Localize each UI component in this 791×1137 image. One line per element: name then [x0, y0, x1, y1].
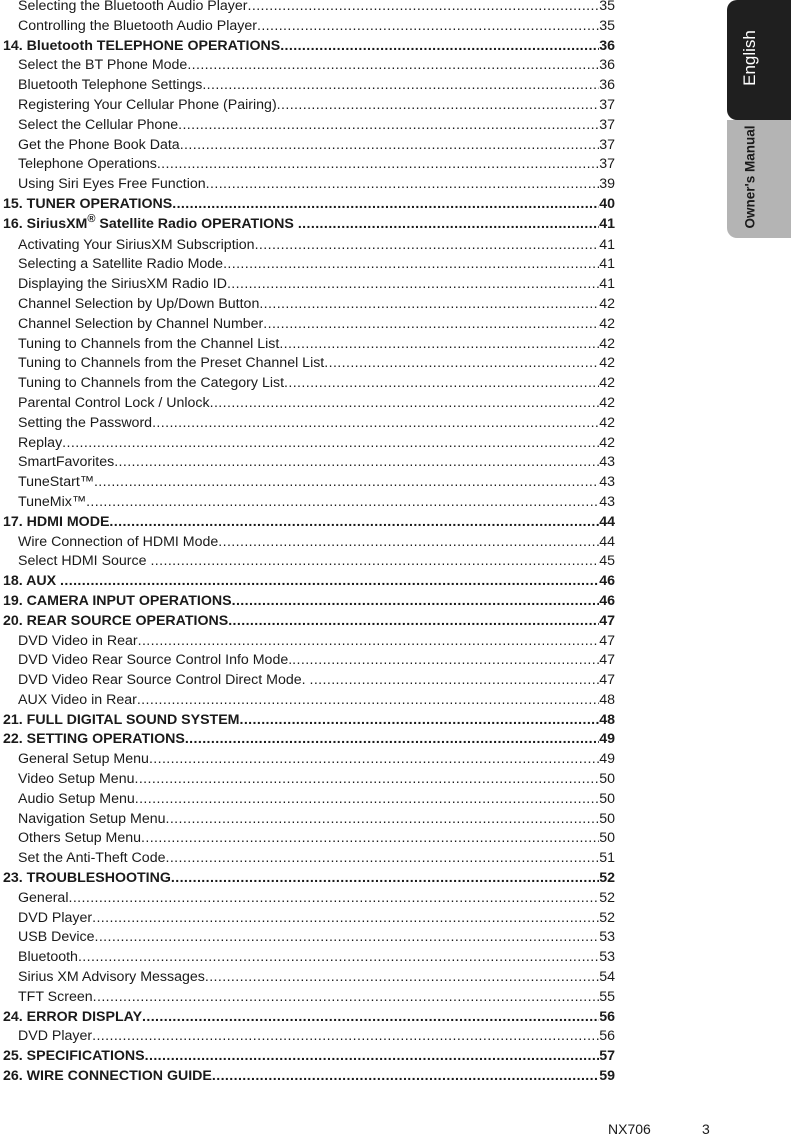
toc-entry-title: Activating Your SiriusXM Subscription [18, 236, 255, 253]
toc-page-number: 52 [599, 909, 615, 926]
dot-leader [62, 434, 599, 454]
toc-entry-title: DVD Video Rear Source Control Info Mode. [18, 652, 293, 669]
toc-entry-title: Sirius XM Advisory Messages [18, 969, 205, 986]
dot-leader [218, 533, 599, 553]
dot-leader [259, 295, 599, 315]
dot-leader [138, 632, 600, 652]
toc-entry-title: Wire Connection of HDMI Mode [18, 533, 219, 550]
toc-page-number: 39 [599, 176, 615, 193]
toc-entry[interactable] [3, 493, 615, 513]
toc-entry[interactable] [3, 968, 615, 988]
toc-section[interactable] [3, 195, 615, 215]
toc-entry-title: DVD Video in Rear [18, 632, 138, 649]
dot-leader [280, 37, 599, 57]
toc-entry-title: 18. AUX [3, 573, 61, 590]
registered-mark: ® [87, 212, 96, 225]
toc-section[interactable] [3, 592, 615, 612]
toc-page-number: 52 [599, 889, 615, 906]
dot-leader [137, 691, 599, 711]
dot-leader [257, 17, 599, 37]
toc-page-number: 43 [599, 474, 615, 491]
dot-leader [152, 414, 599, 434]
toc-entry-title: Tuning to Channels from the Preset Channel List [18, 355, 325, 372]
toc-entry-title: 25. SPECIFICATIONS [3, 1048, 145, 1065]
dot-leader [178, 116, 599, 136]
toc-section[interactable] [3, 1067, 615, 1087]
toc-entry[interactable] [3, 374, 615, 394]
toc-entry-title: Bluetooth [18, 949, 78, 966]
toc-entry-title: Using Siri Eyes Free Function [18, 176, 206, 193]
dot-leader [248, 0, 600, 17]
dot-leader [145, 1047, 600, 1067]
toc-page-number: 48 [599, 711, 615, 728]
toc-entry-title: Channel Selection by Channel Number [18, 315, 264, 332]
toc-page-number: 42 [599, 414, 615, 431]
toc-page-number: 50 [599, 830, 615, 847]
toc-page-number: 37 [599, 136, 615, 153]
toc-section[interactable] [3, 572, 615, 592]
toc-page-number: 36 [599, 77, 615, 94]
toc-page-number: 49 [599, 751, 615, 768]
toc-page-number: 53 [599, 949, 615, 966]
toc-entry-title: General Setup Menu [18, 751, 149, 768]
toc-page-number: 37 [599, 116, 615, 133]
toc-entry[interactable] [3, 96, 615, 116]
toc-entry[interactable] [3, 0, 615, 17]
dot-leader [172, 195, 599, 215]
side-tabs [727, 0, 791, 238]
toc-page-number: 42 [599, 375, 615, 392]
dot-leader [232, 592, 600, 612]
toc-entry-title: Selecting the Bluetooth Audio Player [18, 0, 248, 14]
dot-leader [212, 1067, 599, 1087]
toc-page-number: 49 [599, 731, 615, 748]
toc-page-number: 41 [599, 276, 615, 293]
dot-leader [134, 770, 599, 790]
toc-page-number: 43 [599, 454, 615, 471]
manual-tab-label: Owner's Manual [742, 125, 758, 229]
toc-page-number: 36 [599, 37, 615, 54]
dot-leader [171, 869, 599, 889]
toc-entry-title: 19. CAMERA INPUT OPERATIONS [3, 592, 232, 609]
toc-entry[interactable] [3, 136, 615, 156]
toc-entry[interactable] [3, 453, 615, 473]
toc-entry-title: Video Setup Menu [18, 771, 135, 788]
table-of-contents [3, 0, 615, 1087]
dot-leader [92, 909, 599, 929]
toc-page-number: 45 [599, 553, 615, 570]
dot-leader [68, 889, 599, 909]
toc-entry[interactable] [3, 691, 615, 711]
toc-entry-title: 14. Bluetooth TELEPHONE OPERATIONS [3, 37, 281, 54]
footer-model: NX706 [608, 1121, 651, 1137]
toc-page-number: 42 [599, 295, 615, 312]
toc-entry[interactable] [3, 434, 615, 454]
toc-page-number: 55 [599, 988, 615, 1005]
toc-section[interactable] [3, 37, 615, 57]
toc-entry-title: Set the Anti-Theft Code [18, 850, 166, 867]
toc-page-number: 46 [599, 573, 615, 590]
dot-leader [109, 513, 599, 533]
toc-entry-title: TuneStart™ [18, 474, 94, 491]
toc-entry[interactable] [3, 56, 615, 76]
toc-entry-title: Select the Cellular Phone [18, 116, 179, 133]
toc-entry-title: 17. HDMI MODE [3, 513, 110, 530]
toc-entry-title: Channel Selection by Up/Down Button [18, 295, 260, 312]
toc-entry-title: 26. WIRE CONNECTION GUIDE [3, 1068, 212, 1085]
toc-section[interactable] [3, 612, 615, 632]
dot-leader [94, 928, 599, 948]
dot-leader [166, 810, 600, 830]
dot-leader [78, 948, 599, 968]
toc-entry-title: 22. SETTING OPERATIONS [3, 731, 185, 748]
toc-entry[interactable] [3, 750, 615, 770]
dot-leader [324, 354, 599, 374]
toc-page-number: 41 [599, 256, 615, 273]
toc-entry-title: Audio Setup Menu [18, 790, 135, 807]
toc-page-number: 37 [599, 96, 615, 113]
toc-page-number: 42 [599, 355, 615, 372]
dot-leader [292, 651, 599, 671]
dot-leader [180, 136, 600, 156]
toc-entry[interactable] [3, 414, 615, 434]
language-tab[interactable] [727, 0, 791, 120]
toc-page-number: 42 [599, 315, 615, 332]
toc-entry[interactable] [3, 552, 615, 572]
toc-entry[interactable] [3, 116, 615, 136]
toc-page-number: 56 [599, 1008, 615, 1025]
dot-leader [142, 1008, 599, 1028]
dot-leader [157, 155, 599, 175]
toc-entry-title: Telephone Operations [18, 156, 157, 173]
toc-page-number: 35 [599, 0, 615, 14]
toc-entry-title: Setting the Password [18, 414, 153, 431]
toc-entry[interactable] [3, 889, 615, 909]
dot-leader [279, 335, 599, 355]
toc-page-number: 41 [599, 236, 615, 253]
toc-section[interactable] [3, 513, 615, 533]
toc-page-number: 50 [599, 771, 615, 788]
toc-page-number: 51 [599, 850, 615, 867]
dot-leader [277, 96, 600, 116]
dot-leader [60, 572, 599, 592]
toc-entry-title: Displaying the SiriusXM Radio ID [18, 276, 227, 293]
toc-entry[interactable] [3, 394, 615, 414]
toc-entry[interactable] [3, 671, 615, 691]
toc-entry[interactable] [3, 275, 615, 295]
toc-page-number: 47 [599, 652, 615, 669]
dot-leader [298, 215, 599, 235]
toc-page-number: 52 [599, 870, 615, 887]
toc-section[interactable] [3, 869, 615, 889]
toc-page-number: 40 [599, 195, 615, 212]
toc-entry[interactable] [3, 335, 615, 355]
footer-page-number: 3 [702, 1121, 710, 1137]
toc-entry-title: Tuning to Channels from the Category List [18, 375, 285, 392]
toc-title-part: Satellite Radio OPERATIONS [95, 215, 298, 232]
toc-section[interactable] [3, 1008, 615, 1028]
dot-leader [206, 175, 600, 195]
toc-entry[interactable] [3, 928, 615, 948]
toc-entry-title: 21. FULL DIGITAL SOUND SYSTEM [3, 711, 240, 728]
toc-entry[interactable] [3, 295, 615, 315]
toc-entry-title: 15. TUNER OPERATIONS [3, 195, 173, 212]
toc-entry-title: TuneMix™ [18, 493, 87, 510]
toc-section[interactable] [3, 730, 615, 750]
toc-page-number: 59 [599, 1068, 615, 1085]
toc-page-number: 46 [599, 592, 615, 609]
toc-entry[interactable] [3, 909, 615, 929]
toc-entry[interactable] [3, 175, 615, 195]
dot-leader [255, 236, 600, 256]
toc-entry-title: Tuning to Channels from the Channel List [18, 335, 280, 352]
toc-entry[interactable] [3, 473, 615, 493]
toc-entry-title: Parental Control Lock / Unlock [18, 394, 210, 411]
toc-page-number: 47 [599, 612, 615, 629]
dot-leader [223, 255, 599, 275]
toc-entry-title: DVD Video Rear Source Control Direct Mode. [18, 672, 310, 689]
toc-page-number: 36 [599, 57, 615, 74]
dot-leader [202, 76, 599, 96]
toc-entry[interactable] [3, 315, 615, 335]
toc-entry-title: Selecting a Satellite Radio Mode [18, 256, 224, 273]
toc-entry-title: Bluetooth Telephone Settings [18, 77, 203, 94]
toc-page-number: 41 [599, 215, 615, 232]
toc-entry[interactable] [3, 632, 615, 652]
toc-page-number: 57 [599, 1048, 615, 1065]
toc-entry-title: Others Setup Menu [18, 830, 142, 847]
dot-leader [263, 315, 599, 335]
dot-leader [150, 552, 599, 572]
dot-leader [94, 473, 599, 493]
dot-leader [185, 730, 599, 750]
toc-page-number: 50 [599, 790, 615, 807]
toc-entry-title: SmartFavorites [18, 454, 115, 471]
dot-leader [92, 1027, 599, 1047]
toc-entry[interactable] [3, 988, 615, 1008]
toc-page-number: 47 [599, 632, 615, 649]
toc-entry-title: AUX Video in Rear [18, 691, 137, 708]
toc-entry-title [3, 212, 298, 236]
toc-entry[interactable] [3, 810, 615, 830]
dot-leader [227, 275, 599, 295]
toc-page-number: 47 [599, 672, 615, 689]
language-tab-label: English [740, 30, 759, 86]
toc-section[interactable] [3, 212, 615, 236]
toc-entry[interactable] [3, 354, 615, 374]
dot-leader [284, 374, 599, 394]
dot-leader [165, 849, 599, 869]
dot-leader [310, 671, 600, 691]
toc-page-number: 43 [599, 493, 615, 510]
toc-entry[interactable] [3, 236, 615, 256]
toc-entry[interactable] [3, 948, 615, 968]
toc-entry[interactable] [3, 255, 615, 275]
toc-section[interactable] [3, 711, 615, 731]
toc-entry-title: Get the Phone Book Data [18, 136, 180, 153]
dot-leader [228, 612, 599, 632]
toc-entry[interactable] [3, 17, 615, 37]
dot-leader [114, 453, 599, 473]
toc-entry[interactable] [3, 770, 615, 790]
dot-leader [141, 829, 599, 849]
toc-page-number: 35 [599, 17, 615, 34]
toc-entry[interactable] [3, 651, 615, 671]
toc-entry-title: DVD Player [18, 909, 93, 926]
toc-title-part: 16. SiriusXM [3, 215, 88, 232]
toc-page-number: 53 [599, 929, 615, 946]
toc-entry-title: 20. REAR SOURCE OPERATIONS [3, 612, 229, 629]
toc-entry[interactable] [3, 76, 615, 96]
toc-page-number: 56 [599, 1028, 615, 1045]
toc-entry[interactable] [3, 849, 615, 869]
toc-entry-title: 24. ERROR DISPLAY [3, 1008, 143, 1025]
toc-entry-title: Select HDMI Source [18, 553, 151, 570]
toc-entry-title: Registering Your Cellular Phone (Pairing) [18, 96, 277, 113]
toc-entry-title: Select the BT Phone Mode [18, 57, 188, 74]
dot-leader [86, 493, 599, 513]
toc-entry[interactable] [3, 829, 615, 849]
dot-leader [239, 711, 599, 731]
toc-entry[interactable] [3, 533, 615, 553]
toc-page-number: 44 [599, 513, 615, 530]
dot-leader [187, 56, 599, 76]
toc-entry[interactable] [3, 790, 615, 810]
toc-entry-title: Navigation Setup Menu [18, 810, 166, 827]
toc-page-number: 42 [599, 335, 615, 352]
toc-page-number: 37 [599, 156, 615, 173]
toc-entry-title: Replay [18, 434, 63, 451]
toc-entry-title: Controlling the Bluetooth Audio Player [18, 17, 257, 34]
toc-section[interactable] [3, 1047, 615, 1067]
toc-page-number: 54 [599, 969, 615, 986]
toc-entry[interactable] [3, 1027, 615, 1047]
toc-entry-title: USB Device [18, 929, 95, 946]
manual-tab[interactable] [727, 120, 791, 238]
toc-page-number: 50 [599, 810, 615, 827]
toc-entry-title: General [18, 889, 69, 906]
toc-page-number: 42 [599, 394, 615, 411]
toc-page-number: 42 [599, 434, 615, 451]
dot-leader [135, 790, 599, 810]
dot-leader [93, 988, 600, 1008]
toc-page-number: 44 [599, 533, 615, 550]
toc-entry-title: DVD Player [18, 1028, 93, 1045]
dot-leader [205, 968, 599, 988]
toc-entry-title: 23. TROUBLESHOOTING [3, 870, 171, 887]
toc-entry[interactable] [3, 155, 615, 175]
dot-leader [210, 394, 600, 414]
toc-page-number: 48 [599, 691, 615, 708]
dot-leader [149, 750, 599, 770]
toc-entry-title: TFT Screen [18, 988, 93, 1005]
